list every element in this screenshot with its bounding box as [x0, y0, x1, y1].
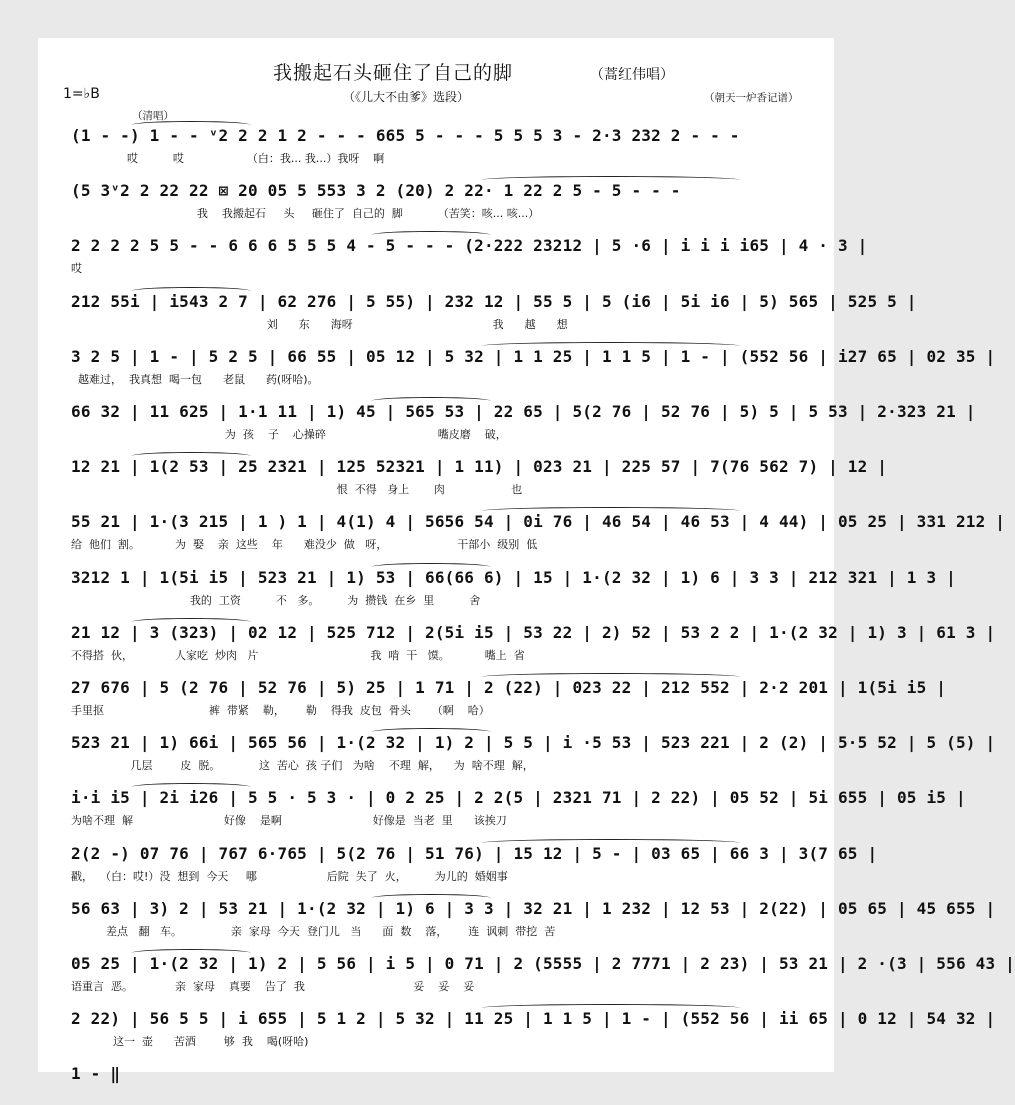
transcriber-credit: （朝天一炉香记谱）: [704, 92, 799, 104]
lyric-line: 越难过， 我真想 喝一包 老鼠 药(呀哈)。: [71, 372, 319, 386]
slur-mark: [371, 231, 491, 239]
notation-line: 12 21 | 1(2 53 | 25 2321 | 125 52321 | 1 11) | 023 21 | 225 57 | 7(76 562 7) | 12 |: [71, 457, 888, 477]
slur-mark: [131, 783, 251, 791]
notation-line: 21 12 | 3 (323) | 02 12 | 525 712 | 2(5i i5 | 53 22 | 2) 52 | 53 2 2 | 1·(2 32 | 1) 3 | 61 3 |: [71, 622, 996, 642]
slur-mark: [131, 287, 251, 295]
notation-line: (1 - -) 1 - - ᵛ2 2 2 1 2 - - - 665 5 - - - 5 5 5 3 - 2·3 232 2 - - -: [71, 126, 740, 145]
song-title: 我搬起石头砸住了自己的脚: [273, 62, 514, 84]
slur-mark: [371, 563, 491, 571]
lyric-line: 戳， （白：哎!）没 想到 今天 哪 后院 失了 火， 为儿的 婚姻事: [71, 869, 508, 883]
slur-mark: [481, 1004, 741, 1012]
notation-line: (5 3ᵛ2 2 22 22 ⊠ 20 05 5 553 3 2 (20) 2 22· 1 22 2 5 - 5 - - -: [71, 181, 681, 201]
slur-mark: [371, 728, 491, 736]
key-signature: 1=♭B: [63, 86, 100, 102]
singer-credit: （蒿红伟唱）: [590, 67, 674, 83]
lyric-line: 几层 皮 脱。 这 苦心 孩 子们 为啥 不理 解， 为 啥不理 解，: [71, 759, 534, 773]
lyric-line: 恨 不得 身上 肉 也: [71, 483, 523, 497]
slur-mark: [481, 673, 741, 681]
lyric-line: 为 孩 子 心操碎 嘴皮磨 破，: [71, 428, 507, 441]
lyric-line: 刘 东 海呀 我 越 想: [71, 317, 568, 331]
slur-mark: [131, 618, 251, 626]
notation-line: 2(2 -) 07 76 | 767 6·765 | 5(2 76 | 51 76) | 15 12 | 5 - | 03 65 | 66 3 | 3(7 65 |: [71, 843, 878, 863]
lyric-line: 这一 壶 苦酒 够 我 喝(呀哈): [71, 1035, 309, 1049]
notation-line: 1 - ‖: [71, 1064, 121, 1084]
lyric-line: 差点 翻 车。 亲 家母 今天 登门儿 当 面 数 落， 连 讽刺 带挖 苦: [71, 924, 556, 938]
performance-marking: （清唱）: [132, 110, 174, 122]
slur-mark: [481, 507, 741, 515]
lyric-line: 不得搭 伙， 人家吃 炒肉 片 我 啃 干 馍。 嘴上 省: [71, 648, 525, 662]
slur-mark: [371, 397, 491, 405]
lyric-line: 语重言 恶。 亲 家母 真要 告了 我 妥 妥 妥: [71, 980, 475, 993]
notation-line: 3 2 5 | 1 - | 5 2 5 | 66 55 | 05 12 | 5 32 | 1 1 25 | 1 1 5 | 1 - | (552 56 | i27 65 | 02 35 |: [71, 346, 996, 366]
notation-line: 05 25 | 1·(2 32 | 1) 2 | 5 56 | i 5 | 0 71 | 2 (5555 | 2 7771 | 2 23) | 53 21 | 2 ·(3 | 556 43 |: [71, 954, 1015, 973]
lyric-line: 哎 哎 （白：我... 我...）我呀 啊: [71, 152, 385, 165]
notation-line: i·i i5 | 2i i26 | 5 5 · 5 3 · | 0 2 25 | 2 2(5 | 2321 71 | 2 22) | 05 52 | 5i 655 | 05 i5 |: [71, 788, 966, 808]
slur-mark: [481, 839, 741, 847]
notation-line: 56 63 | 3) 2 | 53 21 | 1·(2 32 | 1) 6 | 3 3 | 32 21 | 1 232 | 12 53 | 2(22) | 05 65 | 45 655 |: [71, 898, 996, 918]
slur-mark: [131, 452, 251, 460]
score-sheet: [38, 38, 1015, 1084]
slur-mark: [481, 176, 741, 184]
slur-mark: [481, 342, 741, 350]
notation-line: 523 21 | 1) 66i | 565 56 | 1·(2 32 | 1) 2 | 5 5 | i ·5 53 | 523 221 | 2 (2) | 5·5 52 | 5 (5) |: [71, 733, 996, 753]
notation-line: 66 32 | 11 625 | 1·1 11 | 1) 45 | 565 53 | 22 65 | 5(2 76 | 52 76 | 5) 5 | 5 53 | 2·323 21 |: [71, 402, 976, 421]
lyric-line: 给 他们 割。 为 娶 亲 这些 年 难没少 做 呀， 干部小 级别 低: [71, 538, 538, 552]
lyric-line: 手里抠 裤 带紧 勒， 勒 得我 皮包 骨头 （啊 哈）: [71, 704, 490, 717]
lyric-line: 为啥不理 解 好像 是啊 好像是 当老 里 该挨刀: [71, 814, 507, 828]
notation-line: 55 21 | 1·(3 215 | 1 ) 1 | 4(1) 4 | 5656 54 | 0i 76 | 46 54 | 46 53 | 4 44) | 05 25 | 331 212 |: [71, 512, 1006, 532]
slur-mark: [371, 894, 491, 902]
notation-line: 2 22) | 56 5 5 | i 655 | 5 1 2 | 5 32 | 11 25 | 1 1 5 | 1 - | (552 56 | ii 65 | 0 12 | 54 32 |: [71, 1009, 996, 1029]
opera-excerpt-subtitle: （《儿大不由爹》选段）: [343, 90, 470, 104]
slur-mark: [131, 121, 251, 129]
lyric-line: 哎: [71, 262, 82, 276]
lyric-line: 我的 工资 不 多。 为 攒钱 在乡 里 舍: [71, 593, 481, 607]
notation-line: 212 55i | i543 2 7 | 62 276 | 5 55) | 232 12 | 55 5 | 5 (i6 | 5i i6 | 5) 565 | 525 5 |: [71, 291, 917, 311]
notation-line: 3212 1 | 1(5i i5 | 523 21 | 1) 53 | 66(66 6) | 15 | 1·(2 32 | 1) 6 | 3 3 | 212 321 | 1 3 |: [71, 567, 956, 587]
notation-line: 27 676 | 5 (2 76 | 52 76 | 5) 25 | 1 71 | 2 (22) | 023 22 | 212 552 | 2·2 201 | 1(5i i5 |: [71, 678, 947, 697]
notation-line: 2 2 2 2 5 5 - - 6 6 6 5 5 5 4 - 5 - - - (2·222 23212 | 5 ·6 | i i i i65 | 4 · 3 |: [71, 236, 868, 256]
lyric-line: 我 我搬起石 头 砸住了 自己的 脚 （苦笑：咳... 咳...）: [71, 207, 540, 221]
slur-mark: [131, 949, 251, 957]
